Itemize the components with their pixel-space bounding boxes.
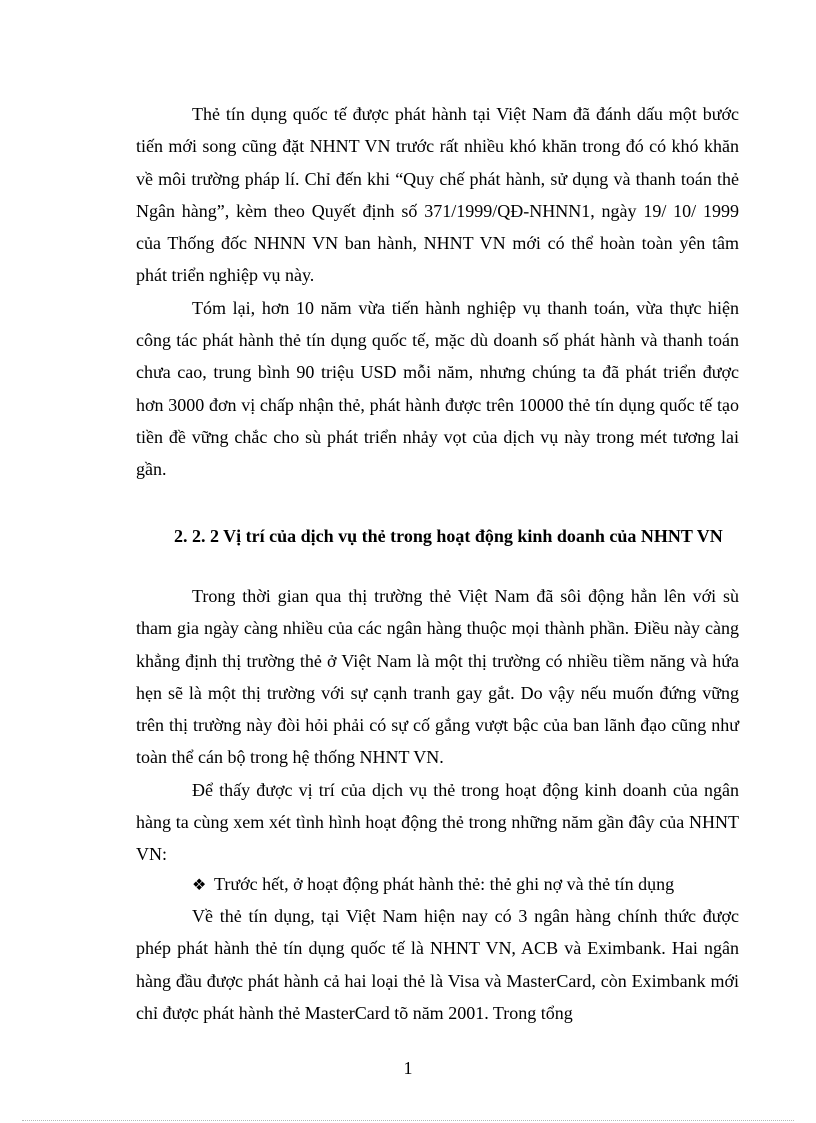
paragraph-market: Trong thời gian qua thị trường thẻ Việt Nam đã sôi động hẳn lên với sù tham gia ngày càng nhiều của các ngân hàng thuộc mọi thành phần. Điều này càng khẳng định thị trường thẻ ở Việt Nam là một thị trường có nhiều tiềm năng và hứa hẹn sẽ là một thị trường với sự cạnh tranh gay gắt. Do vậy nếu muốn đứng vững trên thị trường này đòi hỏi phải có sự cố gắng vượt bậc của ban lãnh đạo cũng như toàn thể cán bộ trong hệ thống NHNT VN. — [136, 586, 739, 768]
section-heading: 2. 2. 2 Vị trí của dịch vụ thẻ trong hoạt động kinh doanh của NHNT VN — [174, 526, 723, 546]
page-bottom-divider — [22, 1120, 794, 1121]
page-number: 1 — [403, 1058, 413, 1078]
paragraph-position: Để thấy được vị trí của dịch vụ thẻ trong hoạt động kinh doanh của ngân hàng ta cùng xem xét tình hình hoạt động thẻ trong những năm gần đây của NHNT VN: — [136, 779, 739, 865]
paragraph-summary: Tóm lại, hơn 10 năm vừa tiến hành nghiệp vụ thanh toán, vừa thực hiện công tác phát hành thẻ tín dụng quốc tế, mặc dù doanh số phát hành và thanh toán chưa cao, trung bình 90 triệu USD mỗi năm, nhưng chúng ta đã phát triển được hơn 3000 đơn vị chấp nhận thẻ, phát hành được trên 10000 thẻ tín dụng quốc tế tạo tiền đề vững chắc cho sù phát triển nhảy vọt của dịch vụ này trong mét tương lai gần. — [136, 297, 739, 480]
paragraph-credit-cards: Về thẻ tín dụng, tại Việt Nam hiện nay có 3 ngân hàng chính thức được phép phát hành thẻ tín dụng quốc tế là NHNT VN, ACB và Eximbank. Hai ngân hàng đầu được phát hành cả hai loại thẻ là Visa và MasterCard, còn Eximbank mới chỉ được phát hành thẻ MasterCard tõ năm 2001. Trong tổng — [136, 906, 739, 1023]
text-block-intro — [136, 98, 739, 486]
bullet-item — [192, 868, 674, 902]
text-block-market — [136, 580, 739, 871]
bullet-text: Trước hết, ở hoạt động phát hành thẻ: thẻ ghi nợ và thẻ tín dụng — [214, 874, 675, 894]
text-block-credit — [136, 900, 739, 1029]
diamond-bullet-icon: ❖ — [192, 877, 207, 894]
paragraph-legal-environment: Thẻ tín dụng quốc tế được phát hành tại Việt Nam đã đánh dấu một bước tiến mới song cũng đặt NHNT VN trước rất nhiều khó khăn trong đó có khó khăn về môi trường pháp lí. Chỉ đến khi “Quy chế phát hành, sử dụng và thanh toán thẻ Ngân hàng”, kèm theo Quyết định số 371/1999/QĐ-NHNN1, ngày 19/ 10/ 1999 của Thống đốc NHNN VN ban hành, NHNT VN mới có thể hoàn toàn yên tâm phát triển nghiệp vụ này. — [136, 104, 739, 286]
